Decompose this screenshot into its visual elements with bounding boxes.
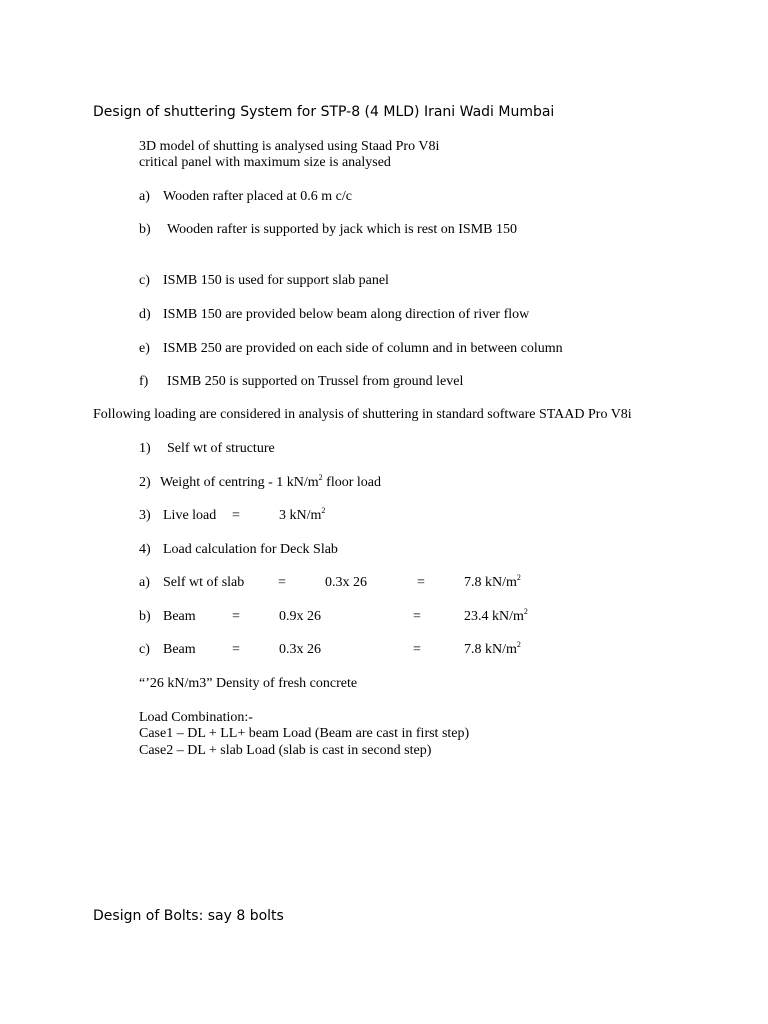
deck-c-value-line bbox=[464, 642, 521, 658]
deck-c-expression: 0.3x 26 bbox=[279, 642, 321, 657]
intro-line-1: 3D model of shutting is analysed using Staad Pro V8i bbox=[139, 139, 440, 154]
point-c-text: ISMB 150 is used for support slab panel bbox=[163, 273, 389, 288]
bolts-heading: Design of Bolts: say 8 bolts bbox=[93, 908, 284, 924]
point-b-text: Wooden rafter is supported by jack which is rest on ISMB 150 bbox=[167, 222, 517, 237]
point-a-marker: a) bbox=[139, 189, 150, 204]
deck-b-marker: b) bbox=[139, 609, 151, 624]
load-2-after: floor load bbox=[322, 475, 381, 490]
deck-b-value-line bbox=[464, 609, 528, 625]
load-combination-case-2: Case2 – DL + slab Load (slab is cast in second step) bbox=[139, 743, 432, 758]
deck-c-label: Beam bbox=[163, 642, 196, 657]
deck-b-label: Beam bbox=[163, 609, 196, 624]
load-combination-case-1: Case1 – DL + LL+ beam Load (Beam are cast in first step) bbox=[139, 726, 470, 741]
density-note: “’26 kN/m3” Density of fresh concrete bbox=[139, 676, 358, 691]
deck-b-expression: 0.9x 26 bbox=[279, 609, 321, 624]
deck-c-marker: c) bbox=[139, 642, 150, 657]
deck-c-equals-2: = bbox=[413, 642, 421, 657]
deck-b-equals-1: = bbox=[232, 609, 240, 624]
point-f-marker: f) bbox=[139, 374, 149, 389]
load-3-marker: 3) bbox=[139, 508, 151, 523]
point-b-marker: b) bbox=[139, 222, 151, 237]
intro-line-2: critical panel with maximum size is analysed bbox=[139, 155, 391, 170]
load-4-text: Load calculation for Deck Slab bbox=[163, 542, 338, 557]
deck-b-value: 23.4 kN/m bbox=[464, 609, 524, 624]
load-3-value-line bbox=[279, 508, 325, 524]
loading-intro: Following loading are considered in analysis of shuttering in standard software STAAD Pro V8i bbox=[93, 407, 632, 422]
load-2-line bbox=[160, 475, 381, 491]
point-e-marker: e) bbox=[139, 341, 150, 356]
deck-a-sup: 2 bbox=[516, 573, 521, 582]
deck-c-value: 7.8 kN/m bbox=[464, 642, 517, 657]
load-3-value: 3 kN/m bbox=[279, 508, 322, 523]
deck-a-marker: a) bbox=[139, 575, 150, 590]
load-3-equals: = bbox=[232, 508, 240, 523]
load-4-marker: 4) bbox=[139, 542, 151, 557]
load-2-text: Weight of centring - 1 kN/m bbox=[160, 475, 319, 490]
load-2-sup: 2 bbox=[318, 473, 323, 482]
load-1-marker: 1) bbox=[139, 441, 151, 456]
point-e-text: ISMB 250 are provided on each side of column and in between column bbox=[163, 341, 563, 356]
point-c-marker: c) bbox=[139, 273, 150, 288]
point-f-text: ISMB 250 is supported on Trussel from ground level bbox=[167, 374, 464, 389]
load-2-marker: 2) bbox=[139, 475, 151, 490]
deck-a-value-line bbox=[464, 575, 521, 591]
deck-a-value: 7.8 kN/m bbox=[464, 575, 517, 590]
deck-c-sup: 2 bbox=[516, 640, 521, 649]
deck-a-label: Self wt of slab bbox=[163, 575, 245, 590]
deck-b-sup: 2 bbox=[523, 607, 528, 616]
document-title: Design of shuttering System for STP-8 (4 MLD) Irani Wadi Mumbai bbox=[93, 104, 555, 120]
point-d-text: ISMB 150 are provided below beam along direction of river flow bbox=[163, 307, 530, 322]
point-a-text: Wooden rafter placed at 0.6 m c/c bbox=[163, 189, 352, 204]
deck-a-equals-1: = bbox=[278, 575, 286, 590]
deck-a-expression: 0.3x 26 bbox=[325, 575, 367, 590]
deck-b-equals-2: = bbox=[413, 609, 421, 624]
deck-a-equals-2: = bbox=[417, 575, 425, 590]
load-3-label: Live load bbox=[163, 508, 217, 523]
load-1-text: Self wt of structure bbox=[167, 441, 275, 456]
point-d-marker: d) bbox=[139, 307, 151, 322]
load-combination-heading: Load Combination:- bbox=[139, 710, 253, 725]
deck-c-equals-1: = bbox=[232, 642, 240, 657]
load-3-sup: 2 bbox=[321, 506, 326, 515]
